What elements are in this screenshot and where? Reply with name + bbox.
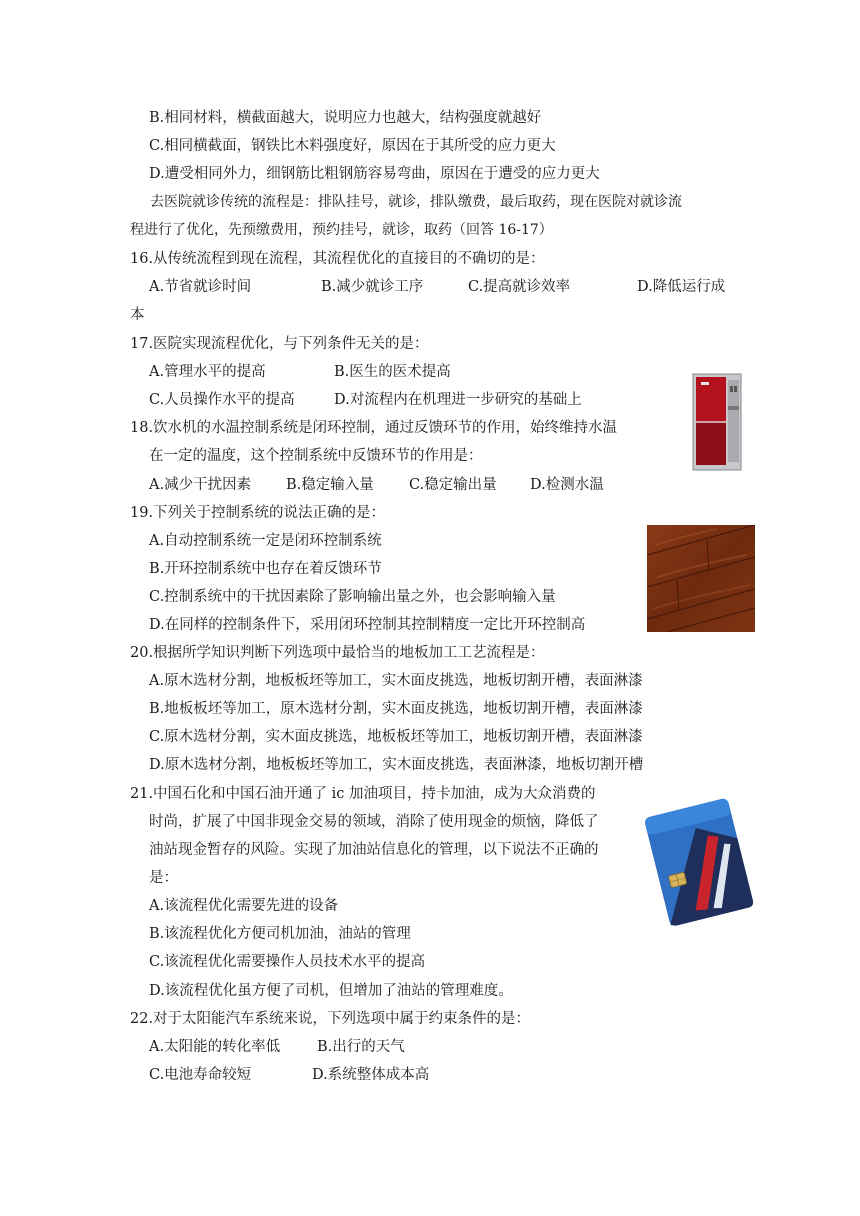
q21-option-a: A.该流程优化需要先进的设备	[149, 898, 339, 914]
q22-option-a: A.太阳能的转化率低	[149, 1039, 281, 1055]
q15-option-b: B.相同材料，横截面越大，说明应力也越大，结构强度就越好	[149, 110, 542, 126]
q19-option-a: A.自动控制系统一定是闭环控制系统	[149, 533, 382, 549]
q17-options-row2	[149, 390, 629, 410]
q20-option-b: B.地板板坯等加工，原木选材分割，实木面皮挑选，地板切割开槽，表面淋漆	[149, 701, 643, 717]
q19-option-b: B.开环控制系统中也存在着反馈环节	[149, 561, 382, 577]
q18-stem-line-2: 在一定的温度，这个控制系统中反馈环节的作用是：	[149, 448, 483, 464]
q18-option-d: D.检测水温	[530, 477, 604, 493]
q20-stem: 20.根据所学知识判断下列选项中最恰当的地板加工工艺流程是：	[130, 645, 545, 661]
q22-options-row1	[149, 1037, 629, 1057]
q15-option-d: D.遭受相同外力，细钢筋比粗钢筋容易弯曲，原因在于遭受的应力更大	[149, 166, 600, 182]
q19-option-d: D.在同样的控制条件下，采用闭环控制其控制精度一定比开环控制高	[149, 617, 586, 633]
q17-option-b: B.医生的医术提高	[334, 364, 451, 380]
q18-option-c: C.稳定输出量	[409, 477, 497, 493]
q16-option-b: B.减少就诊工序	[321, 279, 424, 295]
q16-wrap-tail: 本	[130, 307, 145, 323]
q21-option-c: C.该流程优化需要操作人员技术水平的提高	[149, 954, 426, 970]
q18-options	[149, 475, 629, 495]
q20-option-c: C.原木选材分割，实木面皮挑选，地板板坯等加工，地板切割开槽，表面淋漆	[149, 729, 643, 745]
water-dispenser-image	[687, 372, 747, 472]
q21-option-d: D.该流程优化虽方便了司机，但增加了油站的管理难度。	[149, 983, 513, 999]
q22-option-b: B.出行的天气	[317, 1039, 405, 1055]
q19-option-c: C.控制系统中的干扰因素除了影响输出量之外，也会影响输入量	[149, 589, 556, 605]
q17-stem: 17.医院实现流程优化，与下列条件无关的是：	[130, 336, 429, 352]
q15-option-c: C.相同横截面，钢铁比木料强度好，原因在于其所受的应力更大	[149, 138, 556, 154]
q17-option-a: A.管理水平的提高	[149, 364, 266, 380]
intro-line-2: 程进行了优化，先预缴费用，预约挂号，就诊，取药（回答 16-17）	[130, 222, 553, 238]
q17-options-row1	[149, 362, 629, 382]
q21-option-b: B.该流程优化方便司机加油，油站的管理	[149, 926, 411, 942]
q22-option-c: C.电池寿命较短	[149, 1067, 252, 1083]
q21-stem-line-2: 时尚，扩展了中国非现金交易的领域，消除了使用现金的烦恼，降低了	[149, 814, 599, 830]
q16-stem: 16.从传统流程到现在流程，其流程优化的直接目的不确切的是：	[130, 251, 545, 267]
q16-option-a: A.节省就诊时间	[149, 279, 252, 295]
ic-card-image	[644, 798, 756, 926]
q18-stem-line-1: 18.饮水机的水温控制系统是闭环控制，通过反馈环节的作用，始终维持水温	[130, 420, 618, 436]
q22-option-d: D.系统整体成本高	[312, 1067, 430, 1083]
q21-stem-line-1: 21.中国石化和中国石油开通了 ic 加油项目，持卡加油，成为大众消费的	[130, 786, 596, 802]
q20-option-d: D.原木选材分割，地板板坯等加工，实木面皮挑选，表面淋漆，地板切割开槽	[149, 757, 644, 773]
q18-option-a: A.减少干扰因素	[149, 477, 252, 493]
q16-option-d: D.降低运行成	[637, 279, 726, 295]
q21-stem-line-3: 油站现金暂存的风险。实现了加油站信息化的管理，以下说法不正确的	[149, 842, 599, 858]
q17-option-d: D.对流程内在机理进一步研究的基础上	[334, 392, 582, 408]
q20-option-a: A.原木选材分割，地板板坯等加工，实木面皮挑选，地板切割开槽，表面淋漆	[149, 673, 643, 689]
q16-option-c: C.提高就诊效率	[468, 279, 571, 295]
intro-line-1: 去医院就诊传统的流程是：排队挂号，就诊，排队缴费，最后取药，现在医院对就诊流	[150, 194, 682, 210]
q22-stem: 22.对于太阳能汽车系统来说，下列选项中属于约束条件的是：	[130, 1011, 531, 1027]
q19-stem: 19.下列关于控制系统的说法正确的是：	[130, 505, 386, 521]
q18-option-b: B.稳定输入量	[286, 477, 374, 493]
q17-option-c: C.人员操作水平的提高	[149, 392, 295, 408]
q16-options	[149, 277, 749, 297]
q22-options-row2	[149, 1065, 629, 1085]
wood-floor-image	[647, 525, 755, 632]
q21-stem-line-4: 是：	[149, 870, 178, 886]
